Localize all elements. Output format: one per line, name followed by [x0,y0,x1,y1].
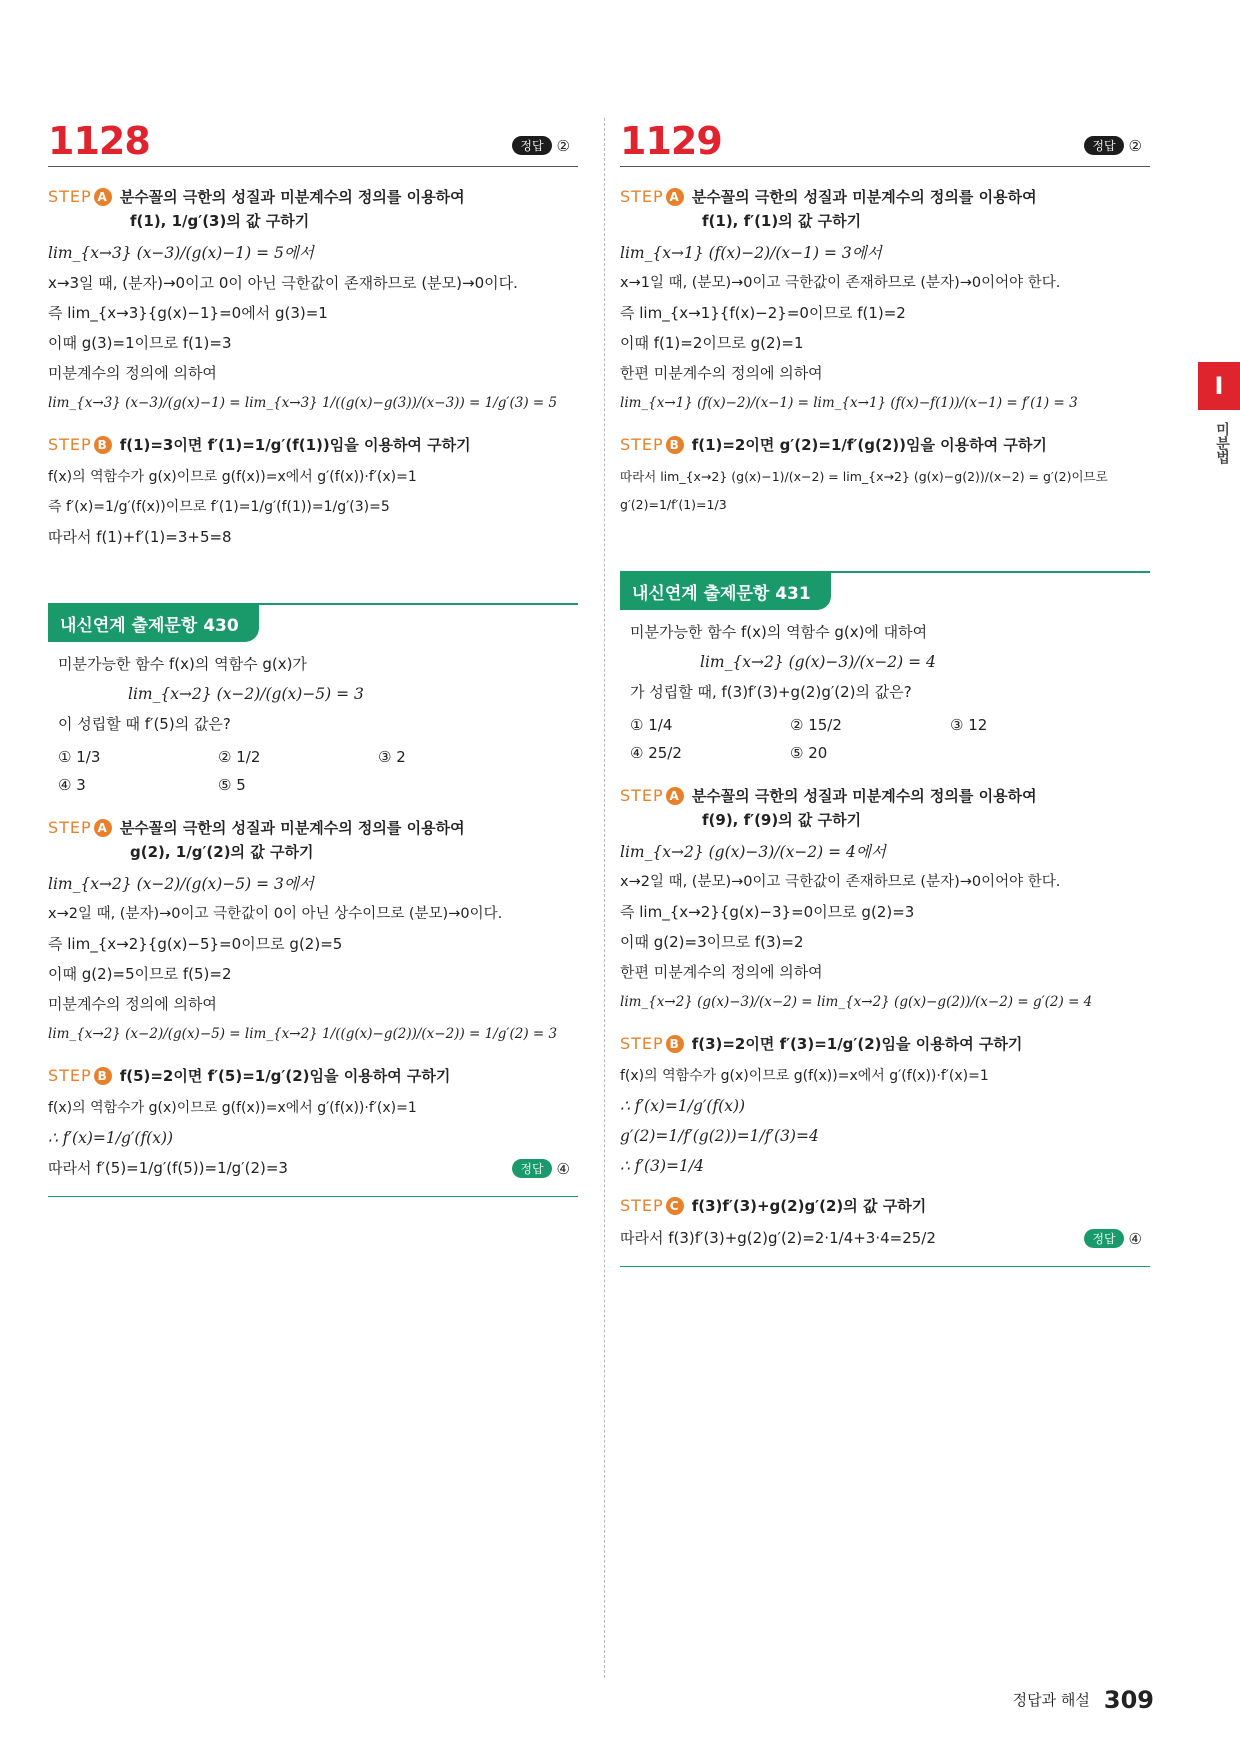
solution-line: 즉 lim_{x→1}{f(x)−2}=0이므로 f(1)=2 [620,304,906,322]
solution-line: 한편 미분계수의 정의에 의하여 [620,364,823,382]
solution-line: lim_{x→2} (x−2)/(g(x)−5) = lim_{x→2} 1/((g(x)−g(2))/(x−2)) = 1/g′(2) = 3 [48,1026,558,1042]
solution-line: 따라서 f′(5)=1/g′(f(5))=1/g′(2)=3 [48,1159,288,1177]
related-problem-body [58,650,578,738]
right-column [620,118,1150,1267]
solution-line: x→1일 때, (분모)→0이고 극한값이 존재하므로 (분자)→0이어야 한다. [620,275,1061,291]
answer-pill: 정답 [512,1159,551,1178]
box-step-c-body [620,1224,1150,1252]
step-tag: STEP B [620,435,684,454]
solution-line: 이때 g(3)=1이므로 f(1)=3 [48,334,232,352]
related-problem-box [48,603,578,642]
solution-line: 즉 lim_{x→3}{g(x)−1}=0에서 g(3)=1 [48,304,328,322]
box-step-a-body [620,838,1150,1016]
page-footer [1013,1686,1154,1714]
box-step-a [620,784,1150,832]
step-tag: STEP A [48,818,112,837]
answer-value: ② [556,137,570,155]
step-tag: STEP B [48,435,112,454]
solution-line: 미분계수의 정의에 의하여 [48,995,217,1013]
solution-line: lim_{x→1} (f(x)−2)/(x−1) = lim_{x→1} (f(x)−f(1))/(x−1) = f′(1) = 3 [620,395,1078,411]
solution-line: lim_{x→2} (x−2)/(g(x)−5) = 3에서 [48,875,314,893]
step-a-body [620,239,1150,417]
box-bottom-rule [620,1266,1150,1267]
solution-line: 따라서 lim_{x→2} (g(x)−1)/(x−2) = lim_{x→2} (g(x)−g(2))/(x−2) = g′(2)이므로 g′(2)=1/f′(1)=1/3 [620,469,1108,512]
left-column [48,118,578,1197]
choice-4[interactable]: ④ 25/2 [630,744,682,762]
problem-header [620,118,1150,167]
box-step-a [48,816,578,864]
step-b-body [48,463,578,551]
solution-line: x→2일 때, (분모)→0이고 극한값이 존재하므로 (분자)→0이어야 한다. [620,874,1061,890]
step-title: 분수꼴의 극한의 성질과 미분계수의 정의를 이용하여 [691,188,1037,206]
answer-pill: 정답 [1084,1229,1123,1248]
step-letter-badge: A [94,188,112,206]
box-step-b-body [620,1062,1150,1180]
end-answer [512,1159,570,1178]
step-tag: STEP C [620,1196,684,1215]
solution-line: lim_{x→2} (g(x)−3)/(x−2) = 4에서 [620,843,886,861]
related-problem-label: 내신연계 출제문항 431 [620,573,831,610]
choice-1[interactable]: ① 1/4 [630,716,673,734]
step-a-body [48,239,578,417]
problem-header [48,118,578,167]
answer-pill: 정답 [1084,136,1123,155]
choice-3[interactable]: ③ 2 [378,748,406,766]
solution-line: x→3일 때, (분자)→0이고 0이 아닌 극한값이 존재하므로 (분모)→0이다. [48,274,518,292]
solution-line: 즉 lim_{x→2}{g(x)−5}=0이므로 g(2)=5 [48,935,343,953]
problem-line: lim_{x→2} (x−2)/(g(x)−5) = 3 [128,685,364,703]
solution-line: f(x)의 역함수가 g(x)이므로 g(f(x))=x에서 g′(f(x))·f′(x)=1 [48,469,417,485]
choice-1[interactable]: ① 1/3 [58,748,101,766]
solution-line: 이때 f(1)=2이므로 g(2)=1 [620,334,804,352]
top-answer [1084,136,1142,155]
step-title: 분수꼴의 극한의 성질과 미분계수의 정의를 이용하여 [119,188,465,206]
step-title: 분수꼴의 극한의 성질과 미분계수의 정의를 이용하여 [119,819,465,837]
step-tag: STEP A [620,786,684,805]
choice-5[interactable]: ⑤ 5 [218,776,246,794]
answer-value: ② [1128,137,1142,155]
choices [630,716,1150,762]
problem-line: 가 성립할 때, f(3)f′(3)+g(2)g′(2)의 값은? [630,683,912,701]
box-step-a-body [48,870,578,1048]
solution-line: 즉 f′(x)=1/g′(f(x))이므로 f′(1)=1/g′(f(1))=1/g′(3)=5 [48,499,390,515]
step-a [620,185,1150,233]
choice-3[interactable]: ③ 12 [950,716,988,734]
solution-line: 즉 lim_{x→2}{g(x)−3}=0이므로 g(2)=3 [620,903,915,921]
step-tag: STEP B [48,1066,112,1085]
solution-line: f(x)의 역함수가 g(x)이므로 g(f(x))=x에서 g′(f(x))·f′(x)=1 [48,1100,417,1116]
step-title: f(3)=2이면 f′(3)=1/g′(2)임을 이용하여 구하기 [691,1035,1023,1053]
problem-line: 이 성립할 때 f′(5)의 값은? [58,715,231,733]
step-letter-badge: B [666,1035,684,1053]
box-step-c [620,1194,1150,1218]
step-tag: STEP A [620,187,684,206]
step-tag: STEP B [620,1034,684,1053]
related-problem-body [630,618,1150,706]
step-letter-badge: A [666,787,684,805]
solution-line: ∴ f′(x)=1/g′(f(x)) [620,1097,746,1115]
step-subtitle: f(1), f′(1)의 값 구하기 [702,212,862,230]
step-tag: STEP A [48,187,112,206]
step-letter-badge: C [666,1197,684,1215]
step-letter-badge: A [666,188,684,206]
solution-line: ∴ f′(3)=1/4 [620,1157,704,1175]
chapter-tab-text: 미분법 [1214,422,1230,464]
step-b [620,433,1150,457]
box-bottom-rule [48,1196,578,1197]
answer-value: ④ [1128,1230,1142,1248]
problem-number: 1128 [48,119,150,163]
choices [58,748,578,794]
choice-4[interactable]: ④ 3 [58,776,86,794]
solution-line: g′(2)=1/f′(g(2))=1/f′(3)=4 [620,1127,819,1145]
answer-pill: 정답 [512,136,551,155]
box-step-b-body [48,1094,578,1182]
step-title: f(1)=2이면 g′(2)=1/f′(g(2))임을 이용하여 구하기 [691,436,1047,454]
choice-2[interactable]: ② 15/2 [790,716,842,734]
solution-line: 따라서 f(3)f′(3)+g(2)g′(2)=2·1/4+3·4=25/2 [620,1229,936,1247]
problem-line: 미분가능한 함수 f(x)의 역함수 g(x)가 [58,655,307,673]
step-letter-badge: B [666,436,684,454]
solution-line: f(x)의 역함수가 g(x)이므로 g(f(x))=x에서 g′(f(x))·f′(x)=1 [620,1068,989,1084]
page-number: 309 [1103,1686,1154,1714]
solution-line: ∴ f′(x)=1/g′(f(x)) [48,1129,174,1147]
chapter-tab: I [1198,362,1240,410]
problem-number: 1129 [620,119,722,163]
solution-line: 따라서 f(1)+f′(1)=3+5=8 [48,528,232,546]
choice-5[interactable]: ⑤ 20 [790,744,828,762]
related-problem-label: 내신연계 출제문항 430 [48,605,259,642]
choice-2[interactable]: ② 1/2 [218,748,261,766]
solution-line: lim_{x→2} (g(x)−3)/(x−2) = lim_{x→2} (g(x)−g(2))/(x−2) = g′(2) = 4 [620,994,1093,1010]
step-letter-badge: B [94,1067,112,1085]
related-problem-box [620,571,1150,610]
solution-line: lim_{x→3} (x−3)/(g(x)−1) = lim_{x→3} 1/((g(x)−g(3))/(x−3)) = 1/g′(3) = 5 [48,395,558,411]
step-b [48,433,578,457]
box-step-b [48,1064,578,1088]
answer-value: ④ [556,1160,570,1178]
step-title: f(3)f′(3)+g(2)g′(2)의 값 구하기 [691,1197,927,1215]
column-divider [604,118,605,1678]
top-answer [512,136,570,155]
step-title: 분수꼴의 극한의 성질과 미분계수의 정의를 이용하여 [691,787,1037,805]
problem-line: 미분가능한 함수 f(x)의 역함수 g(x)에 대하여 [630,623,928,641]
step-subtitle: f(1), 1/g′(3)의 값 구하기 [130,212,310,230]
solution-line: lim_{x→1} (f(x)−2)/(x−1) = 3에서 [620,244,882,262]
step-letter-badge: A [94,819,112,837]
problem-line: lim_{x→2} (g(x)−3)/(x−2) = 4 [700,653,936,671]
step-subtitle: f(9), f′(9)의 값 구하기 [702,811,862,829]
step-title: f(1)=3이면 f′(1)=1/g′(f(1))임을 이용하여 구하기 [119,436,471,454]
solution-line: 미분계수의 정의에 의하여 [48,364,217,382]
step-b-body [620,463,1150,519]
footer-text: 정답과 해설 [1012,1691,1090,1709]
step-title: f(5)=2이면 f′(5)=1/g′(2)임을 이용하여 구하기 [119,1067,451,1085]
step-subtitle: g(2), 1/g′(2)의 값 구하기 [130,843,314,861]
solution-line: 이때 g(2)=5이므로 f(5)=2 [48,965,232,983]
end-answer [1084,1229,1142,1248]
step-letter-badge: B [94,436,112,454]
solution-line: 이때 g(2)=3이므로 f(3)=2 [620,933,804,951]
solution-line: x→2일 때, (분자)→0이고 극한값이 0이 아닌 상수이므로 (분모)→0이다. [48,906,503,922]
step-a [48,185,578,233]
solution-line: lim_{x→3} (x−3)/(g(x)−1) = 5에서 [48,244,314,262]
box-step-b [620,1032,1150,1056]
solution-line: 한편 미분계수의 정의에 의하여 [620,963,823,981]
